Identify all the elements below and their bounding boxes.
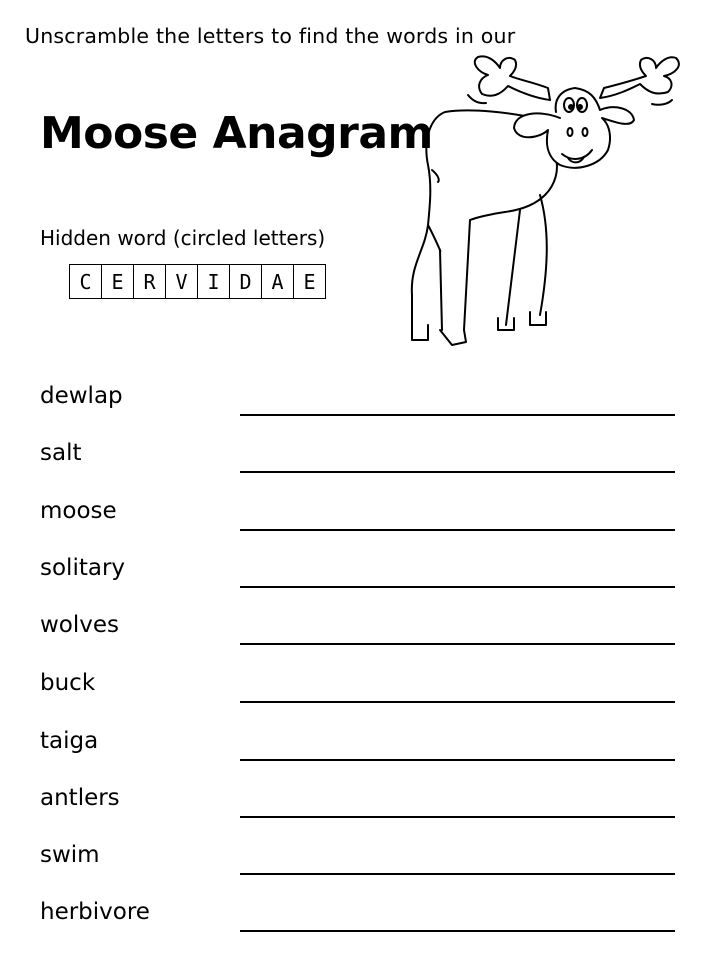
moose-icon: [400, 55, 690, 350]
word-row: [0, 383, 720, 440]
word-row: [0, 670, 720, 727]
hidden-letter-box[interactable]: D: [229, 264, 262, 299]
word-row: [0, 440, 720, 497]
scrambled-word: herbivore: [40, 899, 150, 925]
scrambled-word: buck: [40, 670, 96, 696]
word-row: [0, 555, 720, 612]
scrambled-word: antlers: [40, 785, 120, 811]
scrambled-word: taiga: [40, 728, 99, 754]
answer-line[interactable]: [240, 930, 675, 932]
hidden-letter-box[interactable]: I: [197, 264, 230, 299]
word-row: [0, 785, 720, 842]
scrambled-word: moose: [40, 498, 117, 524]
answer-line[interactable]: [240, 873, 675, 875]
scrambled-word: wolves: [40, 612, 120, 638]
page-title: Moose Anagram: [40, 108, 433, 159]
answer-line[interactable]: [240, 471, 675, 473]
hidden-word-label: Hidden word (circled letters): [40, 226, 326, 250]
answer-line[interactable]: [240, 414, 675, 416]
scrambled-word: solitary: [40, 555, 126, 581]
answer-line[interactable]: [240, 529, 675, 531]
word-row: [0, 899, 720, 956]
hidden-letter-box[interactable]: V: [165, 264, 198, 299]
answer-line[interactable]: [240, 816, 675, 818]
answer-line[interactable]: [240, 643, 675, 645]
scrambled-word: swim: [40, 842, 100, 868]
scrambled-word: salt: [40, 440, 82, 466]
hidden-letter-box[interactable]: R: [133, 264, 166, 299]
word-row: [0, 842, 720, 899]
hidden-word-boxes: [69, 264, 326, 299]
answer-line[interactable]: [240, 701, 675, 703]
hidden-letter-box[interactable]: E: [293, 264, 326, 299]
hidden-letter-box[interactable]: A: [261, 264, 294, 299]
word-row: [0, 498, 720, 555]
word-row: [0, 728, 720, 785]
hidden-letter-box[interactable]: C: [69, 264, 102, 299]
instructions-text: Unscramble the letters to find the words in our: [25, 24, 516, 48]
word-row: [0, 612, 720, 669]
hidden-letter-box[interactable]: E: [101, 264, 134, 299]
answer-line[interactable]: [240, 586, 675, 588]
scrambled-word: dewlap: [40, 383, 123, 409]
answer-line[interactable]: [240, 759, 675, 761]
